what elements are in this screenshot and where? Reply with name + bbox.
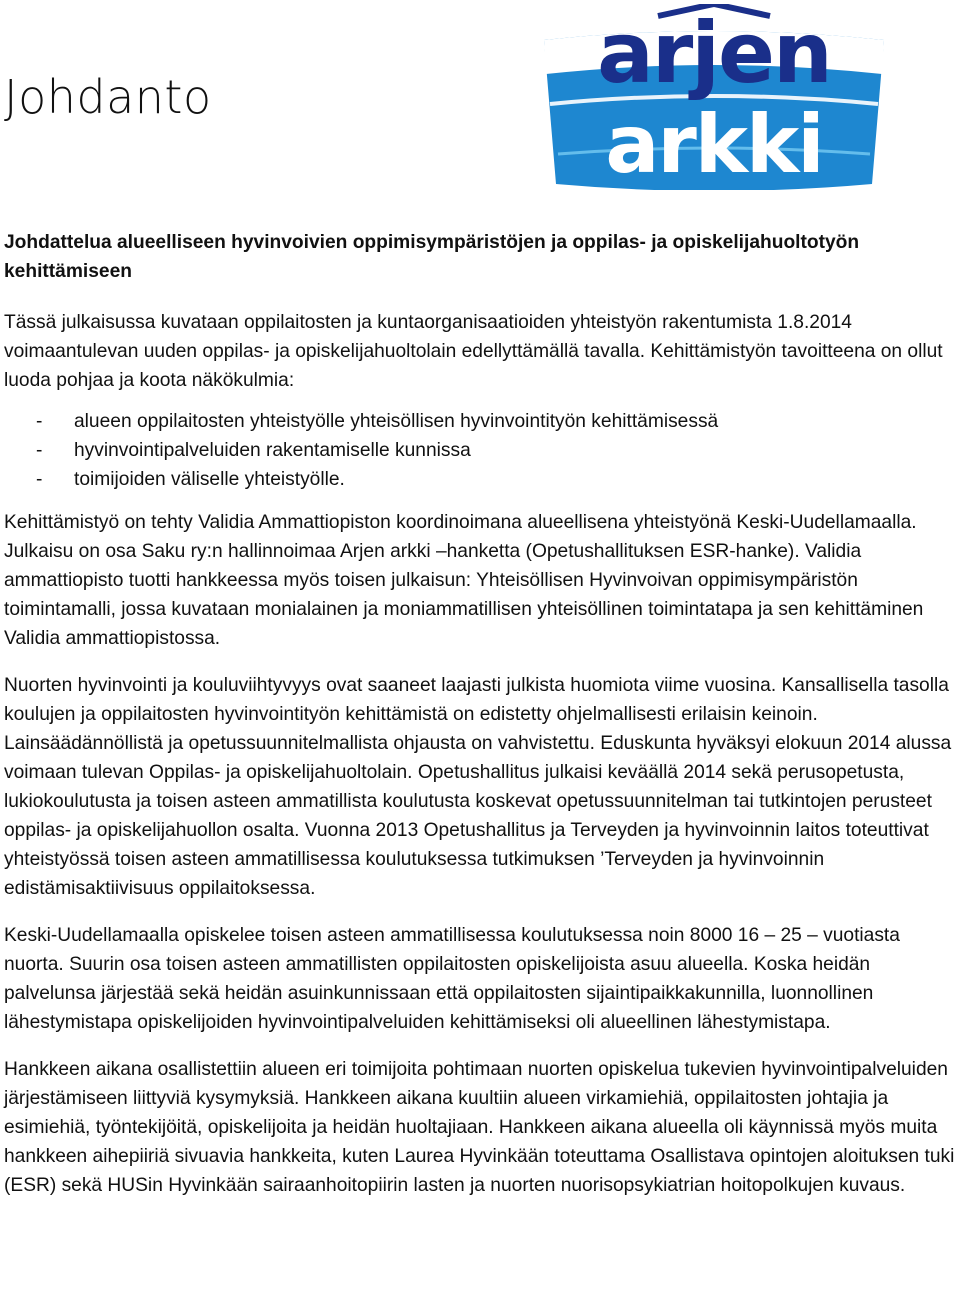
list-dash: - — [36, 440, 43, 461]
list-item-text: alueen oppilaitosten yhteistyölle yhteisöllisen hyvinvointityön kehittämisessä — [74, 411, 719, 432]
body-paragraph: Nuorten hyvinvointi ja kouluviihtyvyys ovat saaneet laajasti julkista huomiota viime vuosina. Kansallisella tasolla koulujen ja oppilaitosten hyvinvointityön kehittämistä on edistetty ohjelmallisesti erilaisin keinoin. Lainsäädännöllistä ja opetussuunnitelmallista ohjausta on vahvistettu. Eduskunta hyväksyi elokuun 2014 alussa voimaan tulevan Oppilas- ja opiskelijahuoltolain. Opetushallitus julkaisi keväällä 2014 sekä perusopetusta, lukiokoulutusta ja toisen asteen ammatillista koulutusta koskevat opetussuunnitelman tai tutkintojen perusteet oppilas- ja opiskelijahuollon osalta. Vuonna 2013 Opetushallitus ja Terveyden ja hyvinvoinnin laitos toteuttivat yhteistyössä toisen asteen ammatillisessa koulutuksessa tutkimuksen ’Terveyden ja hyvinvoinnin edistämisaktiivisuus oppilaitoksessa. — [4, 675, 952, 899]
goals-list — [4, 407, 958, 494]
list-dash: - — [36, 411, 43, 432]
list-item — [4, 407, 958, 436]
page-title: Johdanto — [4, 70, 212, 124]
logo-text-arkki: arkki — [605, 98, 823, 190]
list-item — [4, 436, 958, 465]
logo-text-arjen: arjen — [597, 4, 831, 102]
body-paragraph: Keski-Uudellamaalla opiskelee toisen asteen ammatillisessa koulutuksessa noin 8000 16 – 25 – vuotiasta nuorta. Suurin osa toisen asteen ammatillisten oppilaitosten opiskelijoista asuu alueella. Koska heidän palvelunsa järjestää sekä heidän asuinkunnissaan että oppilaitosten sijaintipaikkakunnilla, luonnollinen lähestymistapa opiskelijoiden hyvinvointipalveluiden kehittämiseksi oli alueellinen lähestymistapa. — [4, 925, 900, 1033]
body-paragraph: Kehittämistyö on tehty Validia Ammattiopiston koordinoimana alueellisena yhteistyönä Keski-Uudellamaalla. Julkaisu on osa Saku ry:n hallinnoimaa Arjen arkki –hanketta (Opetushallituksen ESR-hanke). Validia ammattiopisto tuotti hankkeessa myös toisen julkaisun: Yhteisöllisen Hyvinvoivan oppimisympäristön toimintamalli, jossa kuvataan monialainen ja moniammatillisen yhteisöllinen toimintatapa ja sen kehittäminen Validia ammattiopistossa. — [4, 512, 924, 649]
arjen-arkki-logo — [538, 4, 890, 190]
document-body — [4, 228, 958, 1200]
list-item-text: toimijoiden väliselle yhteistyölle. — [74, 469, 345, 490]
list-dash: - — [36, 469, 43, 490]
list-item — [4, 465, 958, 494]
list-item-text: hyvinvointipalveluiden rakentamiselle kunnissa — [74, 440, 471, 461]
intro-paragraph: Tässä julkaisussa kuvataan oppilaitosten ja kuntaorganisaatioiden yhteistyön rakentumista 1.8.2014 voimaantulevan uuden oppilas- ja opiskelijahuoltolain edellyttämällä tavalla. Kehittämistyön tavoitteena on ollut luoda pohjaa ja koota näkökulmia: — [4, 312, 943, 391]
body-paragraph: Hankkeen aikana osallistettiin alueen eri toimijoita pohtimaan nuorten opiskelua tukevien hyvinvointipalveluiden järjestämiseen liittyviä kysymyksiä. Hankkeen aikana kuultiin alueen virkamiehiä, oppilaitosten johtajia ja esimiehiä, työntekijöitä, opiskelijoita ja heidän huoltajiaan. Hankkeen aikana alueella oli käynnissä myös muita hankkeen aihepiiriä sivuavia hankkeita, kuten Laurea Hyvinkään toteuttama Osallistava opintojen aloituksen tuki (ESR) sekä HUSin Hyvinkään sairaanhoitopiirin lasten ja nuorten nuorisopsykiatrian hoitopolkujen kuvaus. — [4, 1059, 955, 1196]
document-subtitle: Johdattelua alueelliseen hyvinvoivien oppimisympäristöjen ja oppilas- ja opiskelijahuoltotyön kehittämiseen — [4, 232, 860, 282]
